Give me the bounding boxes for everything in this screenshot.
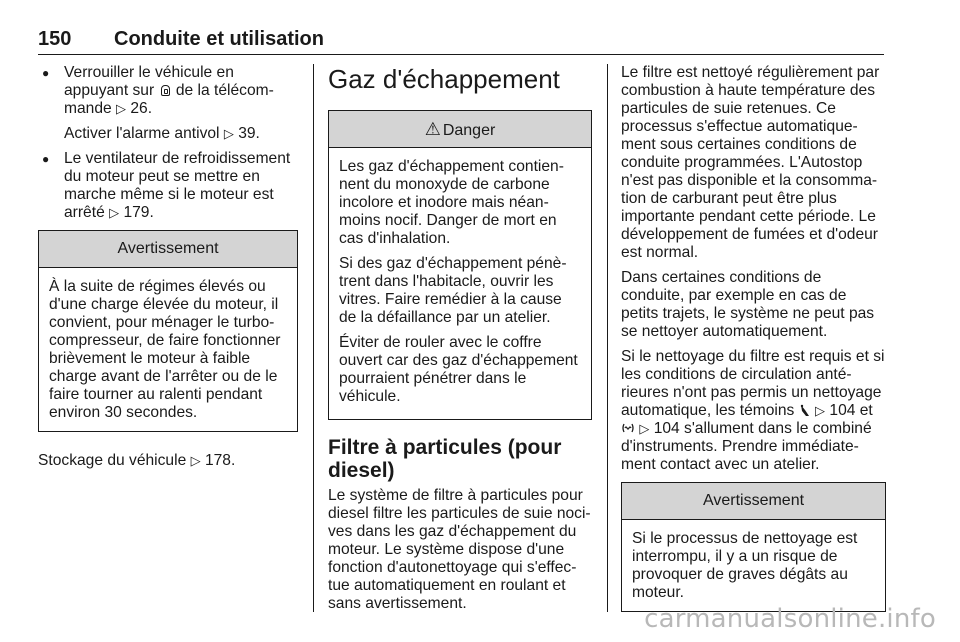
page-header [38, 28, 884, 55]
page-ref-link[interactable]: 26. [130, 100, 153, 117]
warning-box-title: Avertissement [622, 483, 885, 520]
warning-box-body: Si le processus de nettoyage est interrompu, il y a un risque de provoquer de graves dégâts au moteur. [632, 530, 858, 601]
subsection-paragraph: Le système de filtre à particules pour diesel filtre les particules de suie noci-ves dans les gaz d'échappement du moteur. Le système dispose d'une fonction d'autonettoyage qui s'effec-tue automatiquement en roulant et sans avertissement. [328, 487, 591, 612]
page-ref-arrow-icon: ▷ [223, 126, 234, 141]
warning-box-turbo [38, 230, 298, 432]
bullet-dot: ● [42, 152, 50, 166]
page-ref-link[interactable]: 179. [123, 204, 154, 221]
column-3 [621, 64, 886, 612]
page-ref-link[interactable]: 178. [204, 452, 236, 469]
subsection-title: Filtre à particules (pour diesel) [328, 436, 562, 482]
page-ref-arrow-icon: ▷ [190, 453, 201, 468]
preheating-icon [621, 422, 635, 434]
diesel-filter-icon [799, 404, 811, 417]
danger-box-title: ⚠ Danger [329, 111, 591, 148]
sub-item-alarm: Activer l'alarme antivol ▷ 39. [64, 125, 260, 142]
remote-lock-icon [161, 85, 170, 96]
storage-reference: Stockage du véhicule ▷ 178. [38, 452, 236, 469]
paragraph-3: Si le nettoyage du filtre est requis et si les conditions de circulation anté-rieures n'ont pas permis un nettoyage automatique, les témoins ▷ 104 et ▷ 104 s'allument dans le combiné d'instruments. Prendre immédiate-ment contact avec un atelier. [621, 348, 885, 473]
page-ref-arrow-icon: ▷ [116, 101, 127, 116]
column-divider-2 [607, 64, 608, 612]
danger-paragraph-3: Éviter de rouler avec le coffre ouvert car des gaz d'échappement pourraient pénétrer dans le véhicule. [339, 334, 578, 405]
section-title: Gaz d'échappement [328, 64, 560, 94]
page-ref-link[interactable]: 39. [238, 125, 260, 142]
page-ref-arrow-icon: ▷ [815, 403, 826, 418]
paragraph-2: Dans certaines conditions de conduite, par exemple en cas de petits trajets, le système ne peut pas se nettoyer automatiquement. [621, 269, 875, 340]
warning-box-body: À la suite de régimes élevés ou d'une charge élevée du moteur, il convient, pour ménager le turbo-compresseur, de faire fonctionner brièvement le moteur à faible charge avant de l'arrêter ou de le faire tourner au ralenti pendant environ 30 secondes. [49, 278, 281, 421]
paragraph-1: Le filtre est nettoyé régulièrement par combustion à haute température des particules de suie retenues. Ce processus s'effectue automatique-ment sous certaines conditions de conduite programmées. L'Autostop n'est pas disponible et la consomma-tion de carburant peut être plus importante pendant cette période. Le développement de fumées et d'odeur est normal. [621, 64, 880, 261]
column-divider-1 [313, 64, 314, 612]
bullet-dot: ● [42, 66, 50, 80]
bullet-item-fan: ● Le ventilateur de refroidissement du moteur peut se mettre en marche même si le moteur est arrêté ▷ 179. [38, 150, 298, 222]
warning-triangle-icon: ⚠ [424, 119, 441, 139]
warning-box-title: Avertissement [39, 231, 297, 268]
running-title: Conduite et utilisation [114, 28, 324, 50]
page-ref-link[interactable]: 104 et [829, 402, 873, 419]
column-2 [328, 64, 592, 620]
danger-paragraph-1: Les gaz d'échappement contien-nent du monoxyde de carbone incolore et inodore mais néan-moins nocif. Danger de mort en cas d'inhalation. [339, 158, 564, 247]
page-ref-arrow-icon: ▷ [639, 421, 650, 436]
danger-box [328, 110, 592, 420]
warning-box-cleaning [621, 482, 886, 612]
danger-box-body [329, 148, 591, 419]
page-ref-arrow-icon: ▷ [109, 205, 120, 220]
page-ref-link[interactable]: 104 s'allument dans le combiné d'instruments. Prendre immédiate-ment contact avec un atelier. [621, 420, 872, 473]
page-number: 150 [38, 28, 72, 50]
column-1 [38, 64, 298, 477]
watermark: carmanualsonline.info [644, 604, 936, 634]
bullet-item-lock: ● Verrouiller le véhicule en appuyant sur de la télécom-mande ▷ 26. [38, 64, 298, 118]
danger-paragraph-2: Si des gaz d'échappement pénè-trent dans l'habitacle, ouvrir les vitres. Faire remédier à la cause de la défaillance par un atelier. [339, 255, 567, 326]
